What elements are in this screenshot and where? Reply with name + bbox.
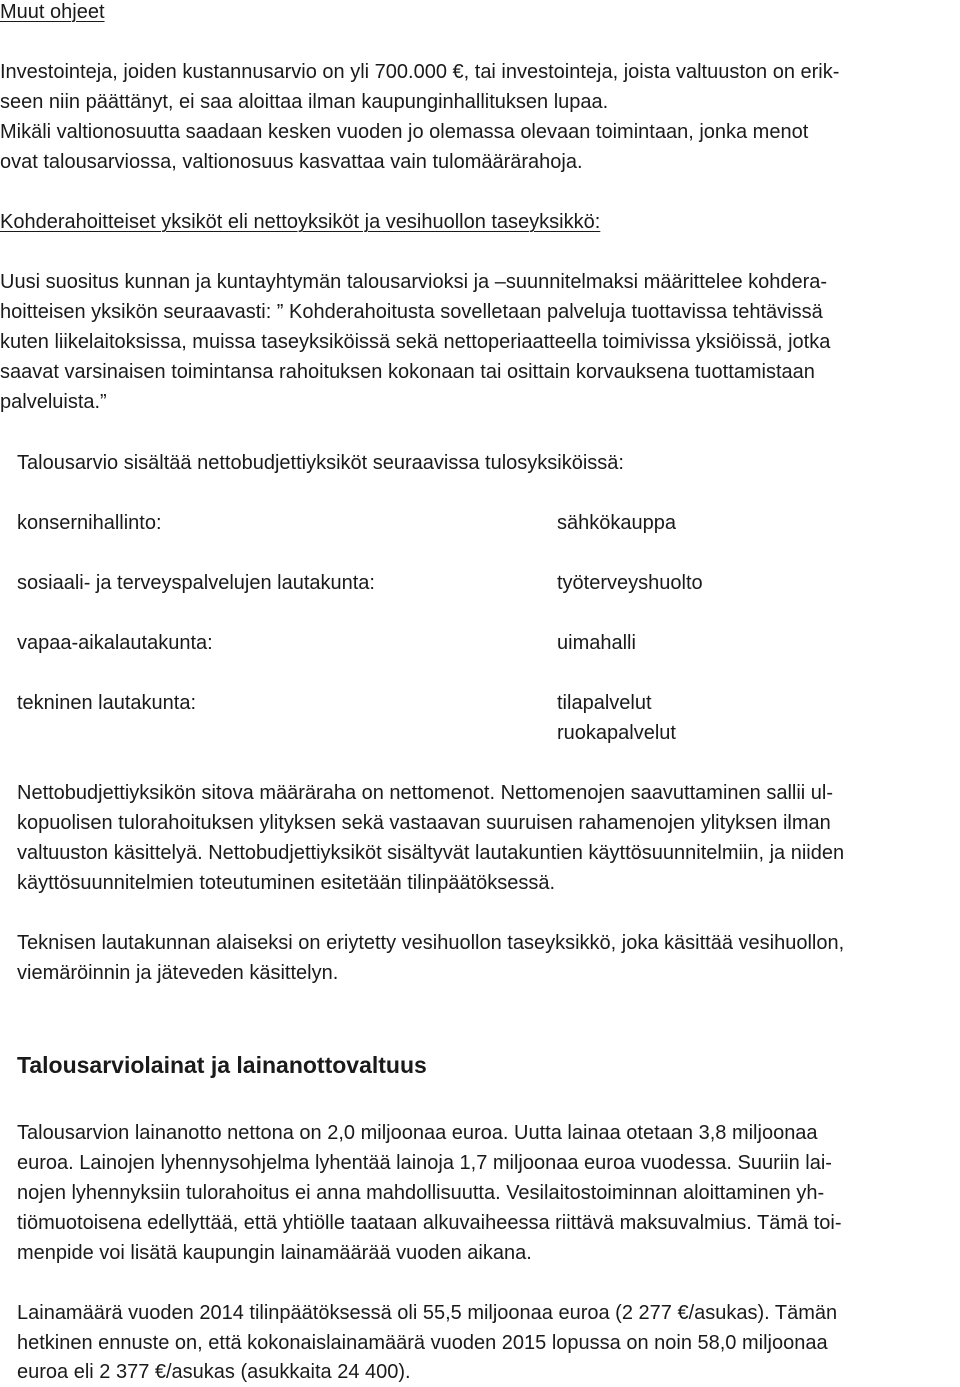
text-line: hetkinen ennuste on, että kokonaislainamäärä vuoden 2015 lopussa on noin 58,0 miljoonaa xyxy=(17,1332,828,1354)
text-line: Lainamäärä vuoden 2014 tilinpäätöksessä oli 55,5 miljoonaa euroa (2 277 €/asukas). Tämän xyxy=(17,1302,838,1324)
text-line: menpide voi lisätä kaupungin lainamäärää vuoden aikana. xyxy=(17,1242,532,1264)
board-name: konsernihallinto: xyxy=(17,512,162,534)
unit-name: ruokapalvelut xyxy=(557,722,676,744)
board-name: tekninen lautakunta: xyxy=(17,692,197,714)
text-line: nojen lyhennyksiin tulorahoitus ei anna mahdollisuutta. Vesilaitostoiminnan aloittaminen yh- xyxy=(17,1182,825,1204)
text-line: Mikäli valtionosuutta saadaan kesken vuoden jo olemassa olevaan toimintaan, jonka menot xyxy=(0,121,809,143)
board-name: vapaa-aikalautakunta: xyxy=(17,632,213,654)
text-line: Talousarvion lainanotto nettona on 2,0 miljoonaa euroa. Uutta lainaa otetaan 3,8 miljoonaa xyxy=(17,1122,818,1144)
section-heading-kohderahoitteiset: Kohderahoitteiset yksiköt eli nettoyksiköt ja vesihuollon taseyksikkö: xyxy=(0,211,601,233)
section-heading-lainat: Talousarviolainat ja lainanottovaltuus xyxy=(17,1052,427,1078)
text-line: euroa. Lainojen lyhennysohjelma lyhentää lainoja 1,7 miljoonaa euroa vuodessa. Suuriin lai- xyxy=(17,1152,832,1174)
text-line: Teknisen lautakunnan alaiseksi on eriytetty vesihuollon taseyksikkö, joka käsittää vesihuollon, xyxy=(17,932,845,954)
unit-name: työterveyshuolto xyxy=(557,572,703,594)
unit-name: sähkökauppa xyxy=(557,512,676,534)
units-intro: Talousarvio sisältää nettobudjettiyksiköt seuraavissa tulosyksiköissä: xyxy=(17,452,624,474)
text-line: Investointeja, joiden kustannusarvio on yli 700.000 €, tai investointeja, joista valtuuston on erik- xyxy=(0,61,840,83)
text-line: palveluista.” xyxy=(0,391,107,413)
text-line: viemäröinnin ja jäteveden käsittelyn. xyxy=(17,962,339,984)
unit-name: uimahalli xyxy=(557,632,636,654)
text-line: Uusi suositus kunnan ja kuntayhtymän talousarvioksi ja –suunnitelmaksi määrittelee kohdera- xyxy=(0,271,828,293)
section-heading-muut-ohjeet: Muut ohjeet xyxy=(0,1,105,23)
text-line: kuten liikelaitoksissa, muissa taseyksiköissä sekä nettoperiaatteella toimivissa yksiöissä, jotka xyxy=(0,331,831,353)
text-line: käyttösuunnitelmien toteutuminen esitetään tilinpäätöksessä. xyxy=(17,872,556,894)
board-name: sosiaali- ja terveyspalvelujen lautakunta: xyxy=(17,572,375,594)
text-line: hoitteisen yksikön seuraavasti: ” Kohderahoitusta sovelletaan palveluja tuottavissa tehtävissä xyxy=(0,301,823,323)
unit-name: tilapalvelut xyxy=(557,692,652,714)
text-line: Nettobudjettiyksikön sitova määräraha on nettomenot. Nettomenojen saavuttaminen sallii ul- xyxy=(17,782,833,804)
text-line: tiömuotoisena edellyttää, että yhtiölle taataan alkuvaiheessa riittävä maksuvalmius. Tämä toi- xyxy=(17,1212,842,1234)
text-line: seen niin päättänyt, ei saa aloittaa ilman kaupunginhallituksen lupaa. xyxy=(0,91,609,113)
text-line: euroa eli 2 377 €/asukas (asukkaita 24 400). xyxy=(17,1361,411,1383)
text-line: ovat talousarviossa, valtionosuus kasvattaa vain tulomäärärahoja. xyxy=(0,151,583,173)
text-line: kopuolisen tulorahoituksen ylityksen sekä vastaavan suuruisen rahamenojen ylityksen ilman xyxy=(17,812,831,834)
text-line: valtuuston käsittelyä. Nettobudjettiyksiköt sisältyvät lautakuntien käyttösuunnitelmiin, ja niiden xyxy=(17,842,845,864)
text-line: saavat varsinaisen toimintansa rahoituksen kokonaan tai osittain korvauksena tuottamistaan xyxy=(0,361,815,383)
